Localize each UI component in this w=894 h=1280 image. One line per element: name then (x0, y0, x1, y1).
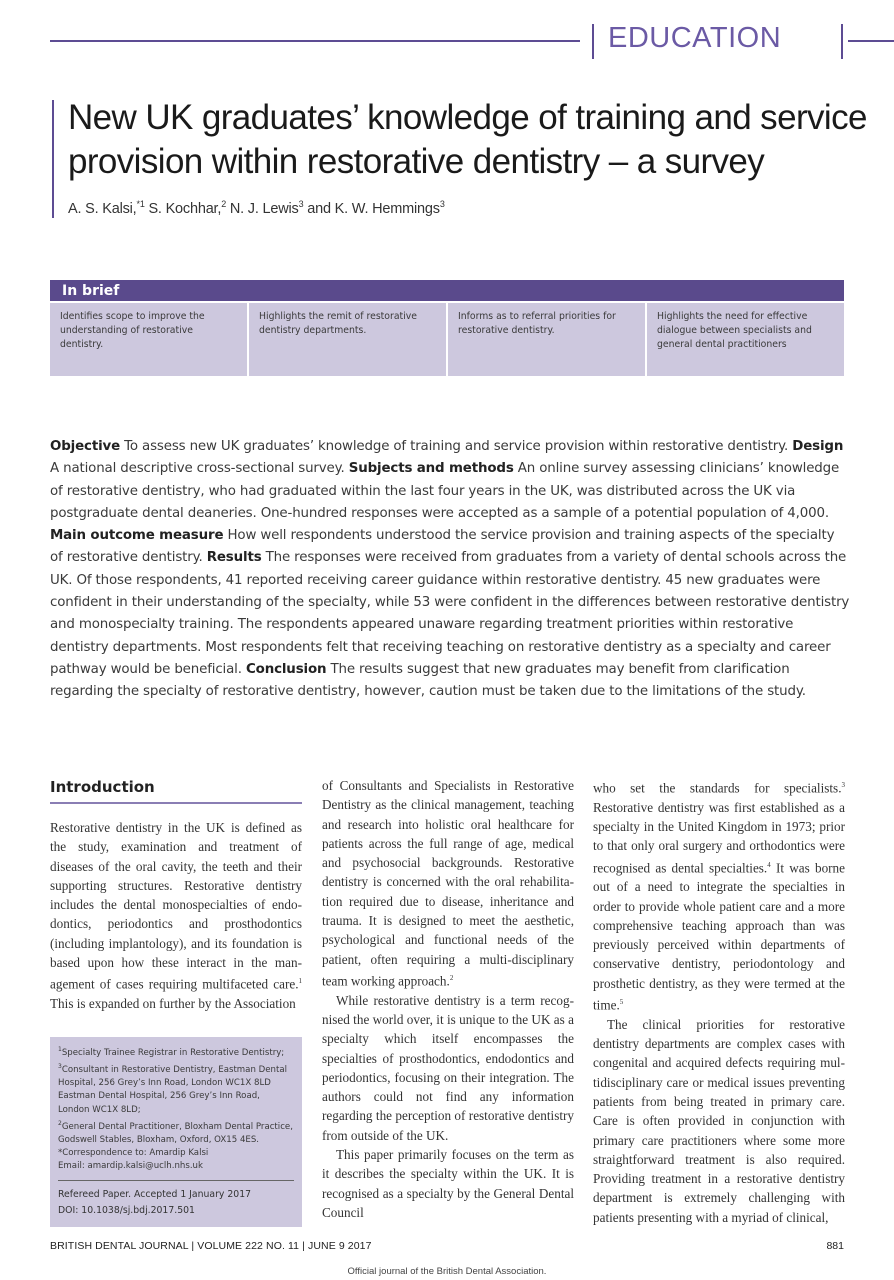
paragraph: who set the standards for specialists.$^3$ Restorative dentistry was first established as a specialty in the United Kingdom in 1973; prior to that only oral surgery and orthodontics were recognised as dental specialties.$^4$ It was borne out of a need to integrate the specialties in order to provide whole patient care and a more comprehensive teaching approach than was previously perceived within departments of conservative dentistry, periodontology and prosthetic dentistry, as they were termed at the time.$^5$ (593, 780, 845, 1013)
paragraph: The clinical priorities for restorative dentistry departments are complex cases with congenital and acquired defects requiring multidisciplinary care or medical issues preventing patients from being treated in primary care. Care is often provided in conjunction with primary care practitioners where some more straightforward treatment is also required. Providing treatment in a restorative dentistry department is extremely challenging with patients presenting with a myriad of clinical, (593, 1016, 845, 1225)
body-column-2 (322, 776, 574, 1222)
author: and K. W. Hemmings$^3$ (303, 199, 445, 217)
abstract-text-objective: To assess new UK graduates’ knowledge of training and service provision within restorative dentistry. (120, 439, 793, 454)
abstract-label-results: Results (206, 550, 262, 566)
author: N. J. Lewis$^3$ (226, 199, 304, 217)
in-brief-point: Highlights the remit of restorative dentistry departments. (249, 303, 446, 376)
header-divider-left (592, 24, 594, 59)
section-label: EDUCATION (608, 22, 782, 54)
page-number: 881 (826, 1240, 844, 1252)
title-accent-bar (52, 100, 54, 218)
abstract-label-outcome: Main outcome measure (50, 528, 224, 544)
reference-marker[interactable]: 1 (298, 977, 302, 986)
abstract-text-outcome: How well respondents understood the service provision and training aspects of the specialty of restorative dentistry. (50, 528, 835, 566)
affiliations-divider (58, 1180, 294, 1181)
reference-marker[interactable]: 2 (449, 973, 454, 982)
affiliations-box (50, 1037, 302, 1227)
author: A. S. Kalsi,$^{*1}$ (68, 199, 145, 217)
section-heading-introduction: Introduction (50, 778, 155, 796)
abstract-label-methods: Subjects and methods (348, 461, 514, 477)
in-brief-heading: In brief (50, 280, 844, 301)
header-divider-right (841, 24, 843, 59)
article-title: New UK graduates’ knowledge of training and service provision within restorative dentistry – a survey (68, 98, 867, 181)
body-column-3 (593, 776, 845, 1227)
journal-footer (50, 1240, 372, 1252)
reference-marker[interactable]: 3 (841, 781, 845, 789)
abstract-label-design: Design (792, 439, 844, 454)
footer-separator: | (299, 1240, 308, 1252)
abstract-label-conclusion: Conclusion (245, 661, 327, 677)
author-list (68, 199, 445, 217)
affiliation-line: $^3$Consultant in Restorative Dentistry, Eastman Dental Hospital, 256 Grey’s Inn Road, London WC1X 8LD Eastman Dental Hospital, 256 Grey’s Inn Road, London WC1X 8LD; (58, 1063, 288, 1115)
email-link[interactable]: Email: amardip.kalsi@uclh.nhs.uk (58, 1161, 203, 1172)
abstract-text-conclusion: The results suggest that new graduates may benefit from clarification regarding the specialty of restorative dentistry, however, caution must be taken due to the limitations of the study. (50, 661, 806, 700)
abstract-text-methods: An online survey assessing clinicians’ knowledge of restorative dentistry, who had graduated within the last four years in the UK, was distributed across the UK via postgraduate dental deaneries. One-hundred responses were accepted as a sample of a potential population of 4,000. (50, 461, 840, 521)
journal-name: BRITISH DENTAL JOURNAL (50, 1240, 189, 1252)
in-brief-point: Highlights the need for effective dialogue between specialists and general dental practitioners (647, 303, 844, 376)
journal-volume: VOLUME 222 NO. 11 (197, 1240, 300, 1252)
paragraph: While restorative dentistry is a term recognised the world over, it is unique to the UK as a specialty which itself encompasses the specialties of prosthodontics, endodontics and periodontics, focusing on their integration. The authors could not find any information regarding the perception of restorative dentistry from outside of the UK. (322, 992, 574, 1143)
paragraph: Restorative dentistry in the UK is defined as the study, examination and treatment of diseases of the oral cavity, the teeth and their supporting structures. Restorative dentistry includes the dental monospecialties of endodontics, periodontics and prosthodontics (including implantology), and its foundation is based upon how these interact in the management of cases requiring multifaceted care.$^1$ This is expanded on further by the Association (50, 820, 302, 1012)
body-column-1 (50, 818, 302, 1013)
paragraph: of Consultants and Specialists in Restorative Dentistry as the clinical management, teaching and research into holistic oral healthcare for patients across the full range of age, medical and psychosocial backgrounds. Restorative dentistry is concerned with the oral rehabilitation required due to disease, inheritance and trauma. It is designed to meet the aesthetic, psychological and functional needs of the patient, often requiring a multi-disciplinary team working approach.$^2$ (322, 778, 574, 989)
abstract-text-results: The responses were received from graduates from a variety of dental schools across the UK. Of those respondents, 41 reported receiving career guidance within restorative dentistry. 45 new graduates were confident in their understanding of the specialty, while 53 were confident in the differences between restorative dentistry and monospecialty training. The respondents appeared unaware regarding treatment priorities within restorative dentistry departments. Most respondents felt that receiving teaching on restorative dentistry as a specialty and career pathway would be beneficial. (50, 550, 850, 677)
footer-separator: | (188, 1240, 198, 1252)
doi-link[interactable]: DOI: 10.1038/sj.bdj.2017.501 (58, 1205, 195, 1217)
heading-rule (50, 802, 302, 804)
refereed-status: Refereed Paper. Accepted 1 January 2017 (58, 1189, 252, 1201)
abstract-label-objective: Objective (50, 439, 121, 454)
abstract-text-design: A national descriptive cross-sectional survey. (50, 461, 349, 477)
author: S. Kochhar,$^2$ (144, 199, 227, 217)
paragraph: This paper primarily focuses on the term as it describes the specialty within the UK. It is recognised as a specialty by the General Dental Council (322, 1147, 574, 1220)
header-rule-right (848, 40, 894, 42)
in-brief-box (50, 280, 844, 376)
in-brief-point: Informs as to referral priorities for restorative dentistry. (448, 303, 645, 376)
correspondence-line: *Correspondence to: Amardip Kalsi (58, 1148, 209, 1158)
reference-marker[interactable]: 4 (767, 860, 771, 869)
reference-marker[interactable]: 5 (619, 998, 624, 1007)
abstract (50, 436, 850, 704)
in-brief-point: Identifies scope to improve the understanding of restorative dentistry. (50, 303, 247, 376)
header-rule-left (50, 40, 580, 42)
journal-date: JUNE 9 2017 (307, 1240, 372, 1252)
official-journal-note: Official journal of the British Dental Association. (347, 1266, 547, 1277)
affiliation-line: $^1$Specialty Trainee Registrar in Restorative Dentistry; (58, 1046, 285, 1058)
affiliation-line: $^2$General Dental Practitioner, Bloxham Dental Practice, Godswell Stables, Bloxham, Oxford, OX15 4ES. (58, 1119, 293, 1145)
